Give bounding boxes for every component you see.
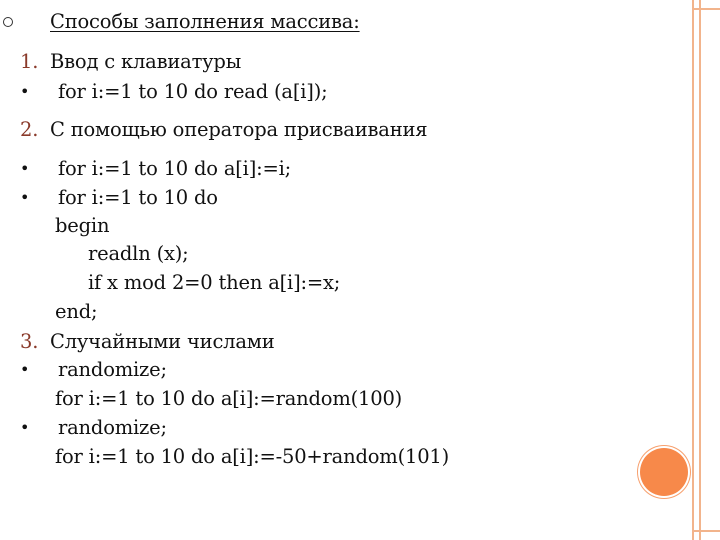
- code-line: for i:=1 to 10 do: [58, 186, 218, 209]
- bullet-icon: •: [20, 188, 30, 207]
- code-line: end;: [55, 300, 98, 323]
- code-line: readln (x);: [88, 242, 189, 265]
- list-item-assignment: С помощью оператора присваивания: [50, 118, 428, 141]
- frame-line-bottom: [692, 530, 720, 532]
- bullet-icon: •: [20, 159, 30, 178]
- frame-line-top: [692, 8, 720, 10]
- frame-line-left: [692, 0, 694, 540]
- frame-line-right: [699, 0, 701, 540]
- code-line: randomize;: [58, 358, 167, 381]
- bullet-icon: •: [20, 360, 30, 379]
- bullet-icon: •: [20, 82, 30, 101]
- circle-bullet-icon: [3, 17, 13, 27]
- list-item-random: Случайными числами: [50, 330, 275, 353]
- list-number-1: 1.: [20, 50, 39, 73]
- code-line: begin: [55, 214, 110, 237]
- bullet-icon: •: [20, 418, 30, 437]
- list-number-2: 2.: [20, 118, 39, 141]
- code-line: for i:=1 to 10 do a[i]:=-50+random(101): [55, 445, 450, 468]
- code-line: for i:=1 to 10 do a[i]:=random(100): [55, 387, 403, 410]
- code-line: randomize;: [58, 416, 167, 439]
- slide-title: Способы заполнения массива:: [50, 10, 360, 33]
- code-line: for i:=1 to 10 do read (a[i]);: [58, 80, 328, 103]
- list-number-3: 3.: [20, 330, 39, 353]
- accent-circle: [640, 448, 688, 496]
- list-item-keyboard-input: Ввод с клавиатуры: [50, 50, 242, 73]
- code-line: if x mod 2=0 then a[i]:=x;: [88, 271, 341, 294]
- code-line: for i:=1 to 10 do a[i]:=i;: [58, 157, 292, 180]
